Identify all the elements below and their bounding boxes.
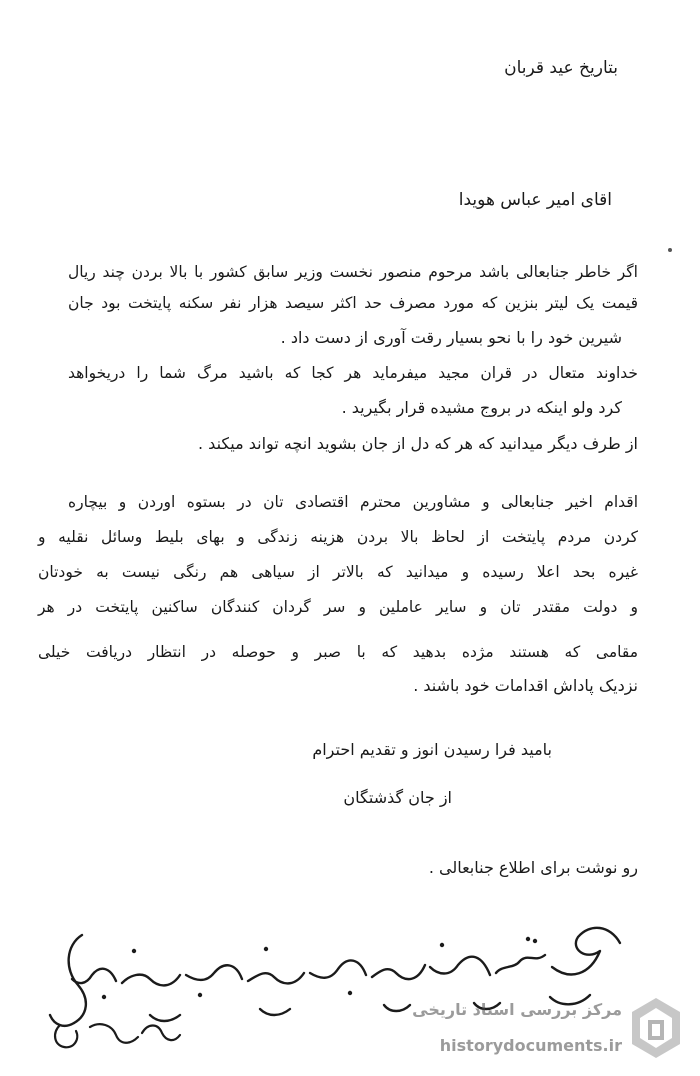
date-line: بتاریخ عید قربان: [504, 58, 618, 78]
paragraph2-line: کردن مردم پایتخت از لحاظ بالا بردن هزینه زندگی و بهای بلیط وسائل نقلیه و: [38, 528, 638, 546]
paragraph2-line: و دولت مقتدر تان و سایر عاملین و سر گردان کنندگان ساکنین پایتخت در هر: [38, 598, 638, 616]
paragraph2-line: نزدیک پاداش اقدامات خود باشند .: [413, 676, 638, 695]
closing-line: بامید فرا رسیدن انوز و تقدیم احترام: [312, 740, 552, 759]
paragraph1-line: اگر خاطر جنابعالی باشد مرحوم منصور نخست وزیر سابق کشور با بالا بردن چند ریال: [68, 263, 638, 281]
paragraph2-line: اقدام اخیر جنابعالی و مشاورین محترم اقتصادی تان در بستوه اوردن و بیچاره: [68, 493, 638, 511]
paragraph1-line: قیمت یک لیتر بنزین که مورد مصرف حد اکثر سیصد هزار نفر سکنه پایتخت بود جان: [68, 294, 638, 312]
paragraph1-line: خداوند متعال در قران مجید میفرماید هر کجا که باشید مرگ شما را دریخواهد: [68, 364, 638, 382]
paragraph2-line: غیره بحد اعلا رسیده و میدانید که بالاتر از سیاهی هم رنگی نیست به خودتان: [38, 563, 638, 581]
paragraph1-line: شیرین خود را با نحو بسیار رقت آوری از دست داد .: [280, 328, 622, 347]
paragraph1-line: کرد ولو اینکه در بروج مشیده قرار بگیرید .: [341, 398, 622, 417]
salutation: اقای امیر عباس هویدا: [458, 190, 612, 210]
cc-line: رو نوشت برای اطلاع جنابعالی .: [428, 858, 638, 877]
signature-line: از جان گذشتگان: [343, 788, 452, 807]
paragraph2-line: مقامی که هستند مژده بدهید که با صبر و حوصله در انتظار دریافت خیلی: [38, 643, 638, 661]
margin-dot: [668, 248, 672, 252]
paragraph1-line: از طرف دیگر میدانید که هر که دل از جان بشوید انچه تواند میکند .: [198, 434, 638, 453]
watermark-url: historydocuments.ir: [439, 1036, 622, 1055]
watermark: [392, 988, 692, 1070]
archive-logo-icon: [626, 994, 686, 1064]
watermark-name: مرکز بررسی اسناد تاریخی: [412, 1000, 622, 1019]
